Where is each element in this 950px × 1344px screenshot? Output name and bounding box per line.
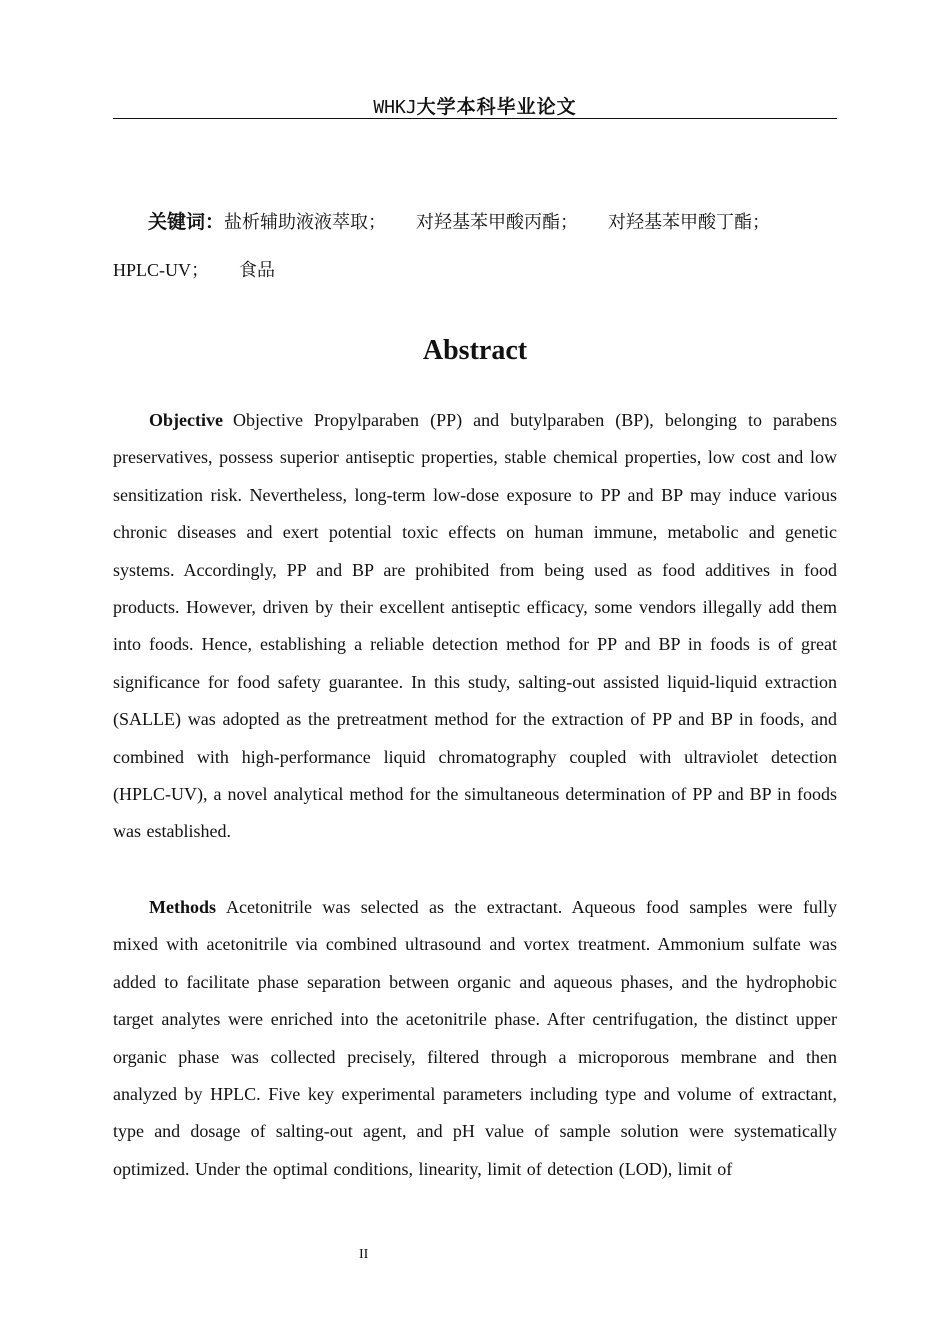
header-thesis-title: 大学本科毕业论文 (416, 97, 577, 118)
page-number: II (359, 1247, 369, 1262)
keywords-line-2 (113, 256, 275, 282)
methods-label: Methods (149, 897, 216, 917)
keyword-item: 对羟基苯甲酸丙酯； (416, 212, 579, 232)
methods-text: Acetonitrile was selected as the extractant. Aqueous food samples were fully mixed with acetonitrile via combined ultrasound and vortex treatment. Ammonium sulfate was added to facilitate phase separation between organic and aqueous phases, and the hydrophobic target analytes were enriched into the acetonitrile phase. After centrifugation, the distinct upper organic phase was collected precisely, filtered through a microporous membrane and then analyzed by HPLC. Five key experimental parameters including type and volume of extractant, type and dosage of salting-out agent, and pH value of sample solution were systematically optimized. Under the optimal conditions, linearity, limit of detection (LOD), limit of (113, 897, 837, 1179)
keyword-item: 盐析辅助液液萃取； (224, 212, 387, 232)
keywords-label: 关键词： (148, 211, 225, 233)
page-header (113, 92, 837, 119)
keyword-item: 食品 (239, 260, 276, 280)
objective-label: Objective (149, 410, 223, 430)
keywords-line-1 (148, 207, 770, 234)
header-university-code: WHKJ (373, 97, 417, 118)
keyword-item: 对羟基苯甲酸丁酯； (608, 212, 771, 232)
methods-paragraph (113, 889, 837, 1188)
abstract-heading: Abstract (422, 335, 528, 366)
objective-paragraph (113, 402, 837, 851)
keyword-item: HPLC-UV； (113, 260, 210, 280)
objective-text: Objective Propylparaben (PP) and butylparaben (BP), belonging to parabens preservatives, possess superior antiseptic properties, stable chemical properties, low cost and low sensitization risk. Nevertheless, long-term low-dose exposure to PP and BP may induce various chronic diseases and exert potential toxic effects on human immune, metabolic and genetic systems. Accordingly, PP and BP are prohibited from being used as food additives in food products. However, driven by their excellent antiseptic efficacy, some vendors illegally add them into foods. Hence, establishing a reliable detection method for PP and BP in foods is of great significance for food safety guarantee. In this study, salting-out assisted liquid-liquid extraction (SALLE) was adopted as the pretreatment method for the extraction of PP and BP in foods, and combined with high-performance liquid chromatography coupled with ultraviolet detection (HPLC-UV), a novel analytical method for the simultaneous determination of PP and BP in foods was established. (113, 410, 837, 842)
